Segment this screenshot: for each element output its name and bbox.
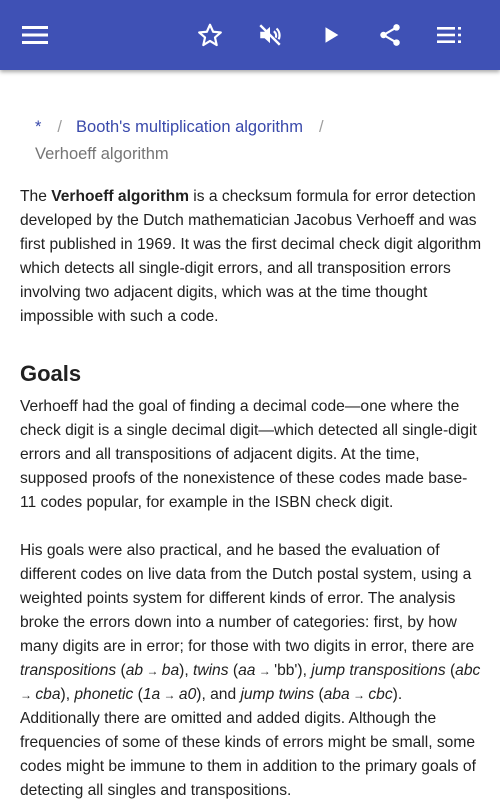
intro-paragraph: The Verhoeff algorithm is a checksum formula for error detection developed by the Dutch mathematician Jacobus Verhoeff and was first published in 1969. It was the first decimal check digit algorithm which detects all single-digit errors, and all transposition errors involving two adjacent digits, which was at the time thought impossible with such a code. [20,188,482,325]
article-body [20,185,482,800]
play-button[interactable] [307,11,355,59]
contents-button[interactable] [426,11,474,59]
breadcrumb-parent-link[interactable]: Booth's multiplication algorithm [76,118,303,136]
menu-button[interactable] [11,11,59,59]
breadcrumb-separator: / [57,118,63,136]
goals-paragraph-2: His goals were also practical, and he based the evaluation of different codes on live data from the Dutch postal system, using a weighted points system for different kinds of error. The analysis broke the errors down into a number of categories: first, by how many digits are in error; for those with two digits in error, there are transpositions (ab → ba), twins (aa → 'bb'), jump transpositions (abc → cba), phonetic (1a → a0), and jump twins (aba → cbc). Additionally there are omitted and added digits. Although the frequencies of some of these kinds of errors might be small, some codes might be immune to them in addition to the primary goals of detecting all singles and transpositions. [20,542,481,799]
breadcrumb-separator: / [318,118,324,136]
breadcrumb-current: Verhoeff algorithm [35,145,169,163]
share-button[interactable] [366,11,414,59]
menu-icon [22,25,48,45]
star-icon [197,22,223,48]
mute-button[interactable] [246,11,294,59]
app-toolbar [0,0,500,70]
play-icon [320,24,342,46]
goals-paragraph-1: Verhoeff had the goal of finding a decimal code—one where the check digit is a single decimal digit—which detected all single-digit errors and all transpositions of adjacent digits. At the time, supposed proofs of the nonexistence of these codes made base-11 codes popular, for example in the ISBN check digit. [20,398,477,511]
goals-heading: Goals [20,361,82,386]
article-content [0,70,500,800]
breadcrumb-home-link[interactable]: * [35,118,42,136]
favorite-button[interactable] [186,11,234,59]
breadcrumb [35,114,475,168]
article-title-bold: Verhoeff algorithm [51,188,189,205]
playlist-icon [437,25,463,45]
share-icon [377,22,403,48]
volume-off-icon [257,22,283,48]
